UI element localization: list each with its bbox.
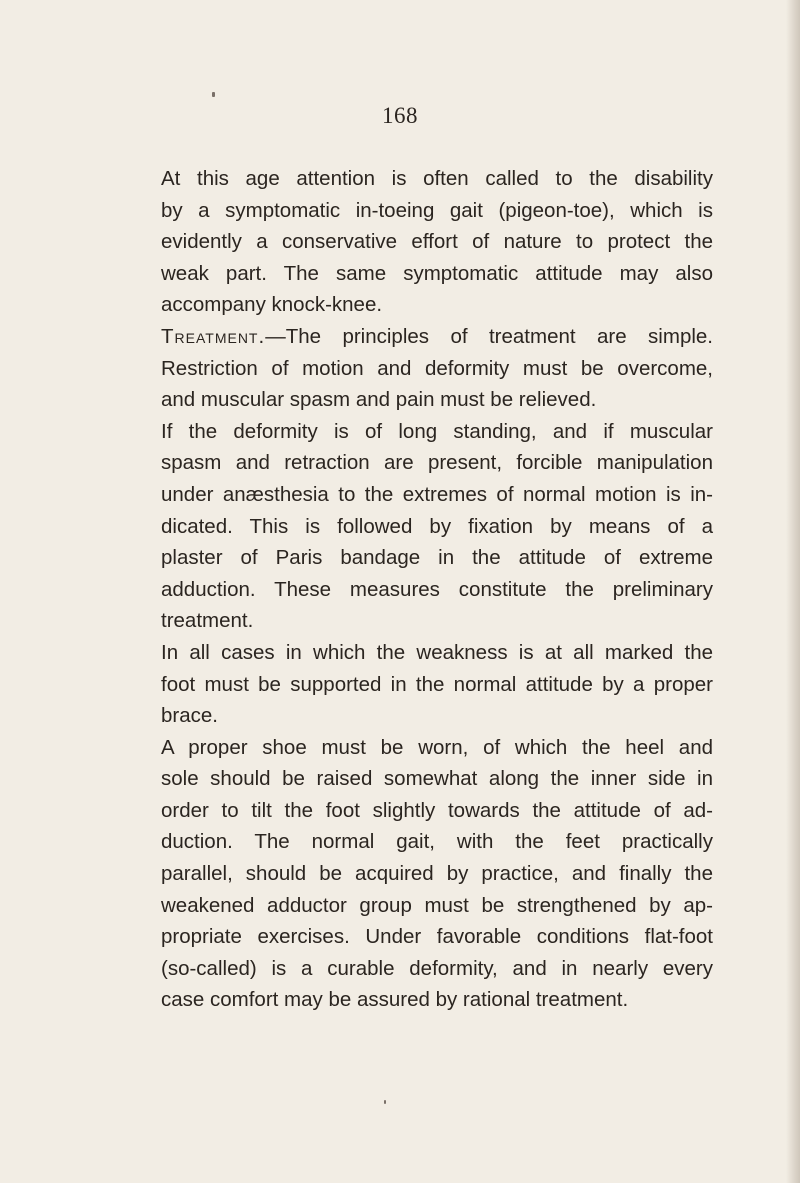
paragraph-3 [161, 416, 713, 637]
text-line: —The principles of treatment are simple. [265, 324, 713, 348]
text-line: adduction. These measures constitute the preliminary [161, 577, 713, 601]
paragraph-5 [161, 732, 713, 1016]
text-line: If the deformity is of long standing, and if muscular [161, 419, 713, 443]
text-line: plaster of Paris bandage in the attitude of extreme [161, 546, 713, 570]
page-number: 168 [382, 103, 418, 128]
text-line: order to tilt the foot slightly towards the attitude of ad- [161, 798, 713, 822]
text-line: (so-called) is a curable deformity, and in nearly every [161, 956, 713, 980]
text-line: treatment. [161, 609, 254, 633]
page-edge-shadow [786, 0, 800, 1183]
text-line: foot must be supported in the normal attitude by a proper [161, 672, 713, 696]
text-line: spasm and retraction are present, forcible manipulation [161, 451, 713, 475]
text-line: evidently a conservative effort of nature to protect the [161, 230, 713, 254]
text-line: brace. [161, 704, 218, 728]
text-line: case comfort may be assured by rational treatment. [161, 988, 629, 1012]
text-line-with-heading [161, 321, 713, 353]
text-line: dicated. This is followed by fixation by means of a [161, 514, 713, 538]
text-line: under anæsthesia to the extremes of normal motion is in- [161, 482, 713, 506]
text-line: weakened adductor group must be strengthened by ap- [161, 893, 713, 917]
ink-speck [384, 1100, 386, 1104]
text-line: Restriction of motion and deformity must be overcome, [161, 356, 713, 380]
text-line: propriate exercises. Under favorable conditions flat-foot [161, 925, 713, 949]
text-line: sole should be raised somewhat along the inner side in [161, 767, 713, 791]
text-line: A proper shoe must be worn, of which the heel and [161, 735, 713, 759]
ink-speck [212, 92, 215, 97]
text-line: and muscular spasm and pain must be relieved. [161, 388, 597, 412]
text-line: by a symptomatic in-toeing gait (pigeon-toe), which is [161, 198, 713, 222]
text-line: accompany knock-knee. [161, 293, 383, 317]
text-line: weak part. The same symptomatic attitude may also [161, 261, 713, 285]
body-text [161, 163, 713, 1016]
text-line: At this age attention is often called to the disability [161, 167, 713, 190]
paragraph-4 [161, 637, 713, 732]
paragraph-1 [161, 163, 713, 321]
paragraph-2 [161, 321, 713, 416]
text-line: parallel, should be acquired by practice, and finally the [161, 862, 713, 886]
section-heading-treatment: Treatment. [161, 324, 266, 348]
text-line: In all cases in which the weakness is at all marked the [161, 640, 713, 664]
text-line: duction. The normal gait, with the feet practically [161, 830, 713, 854]
